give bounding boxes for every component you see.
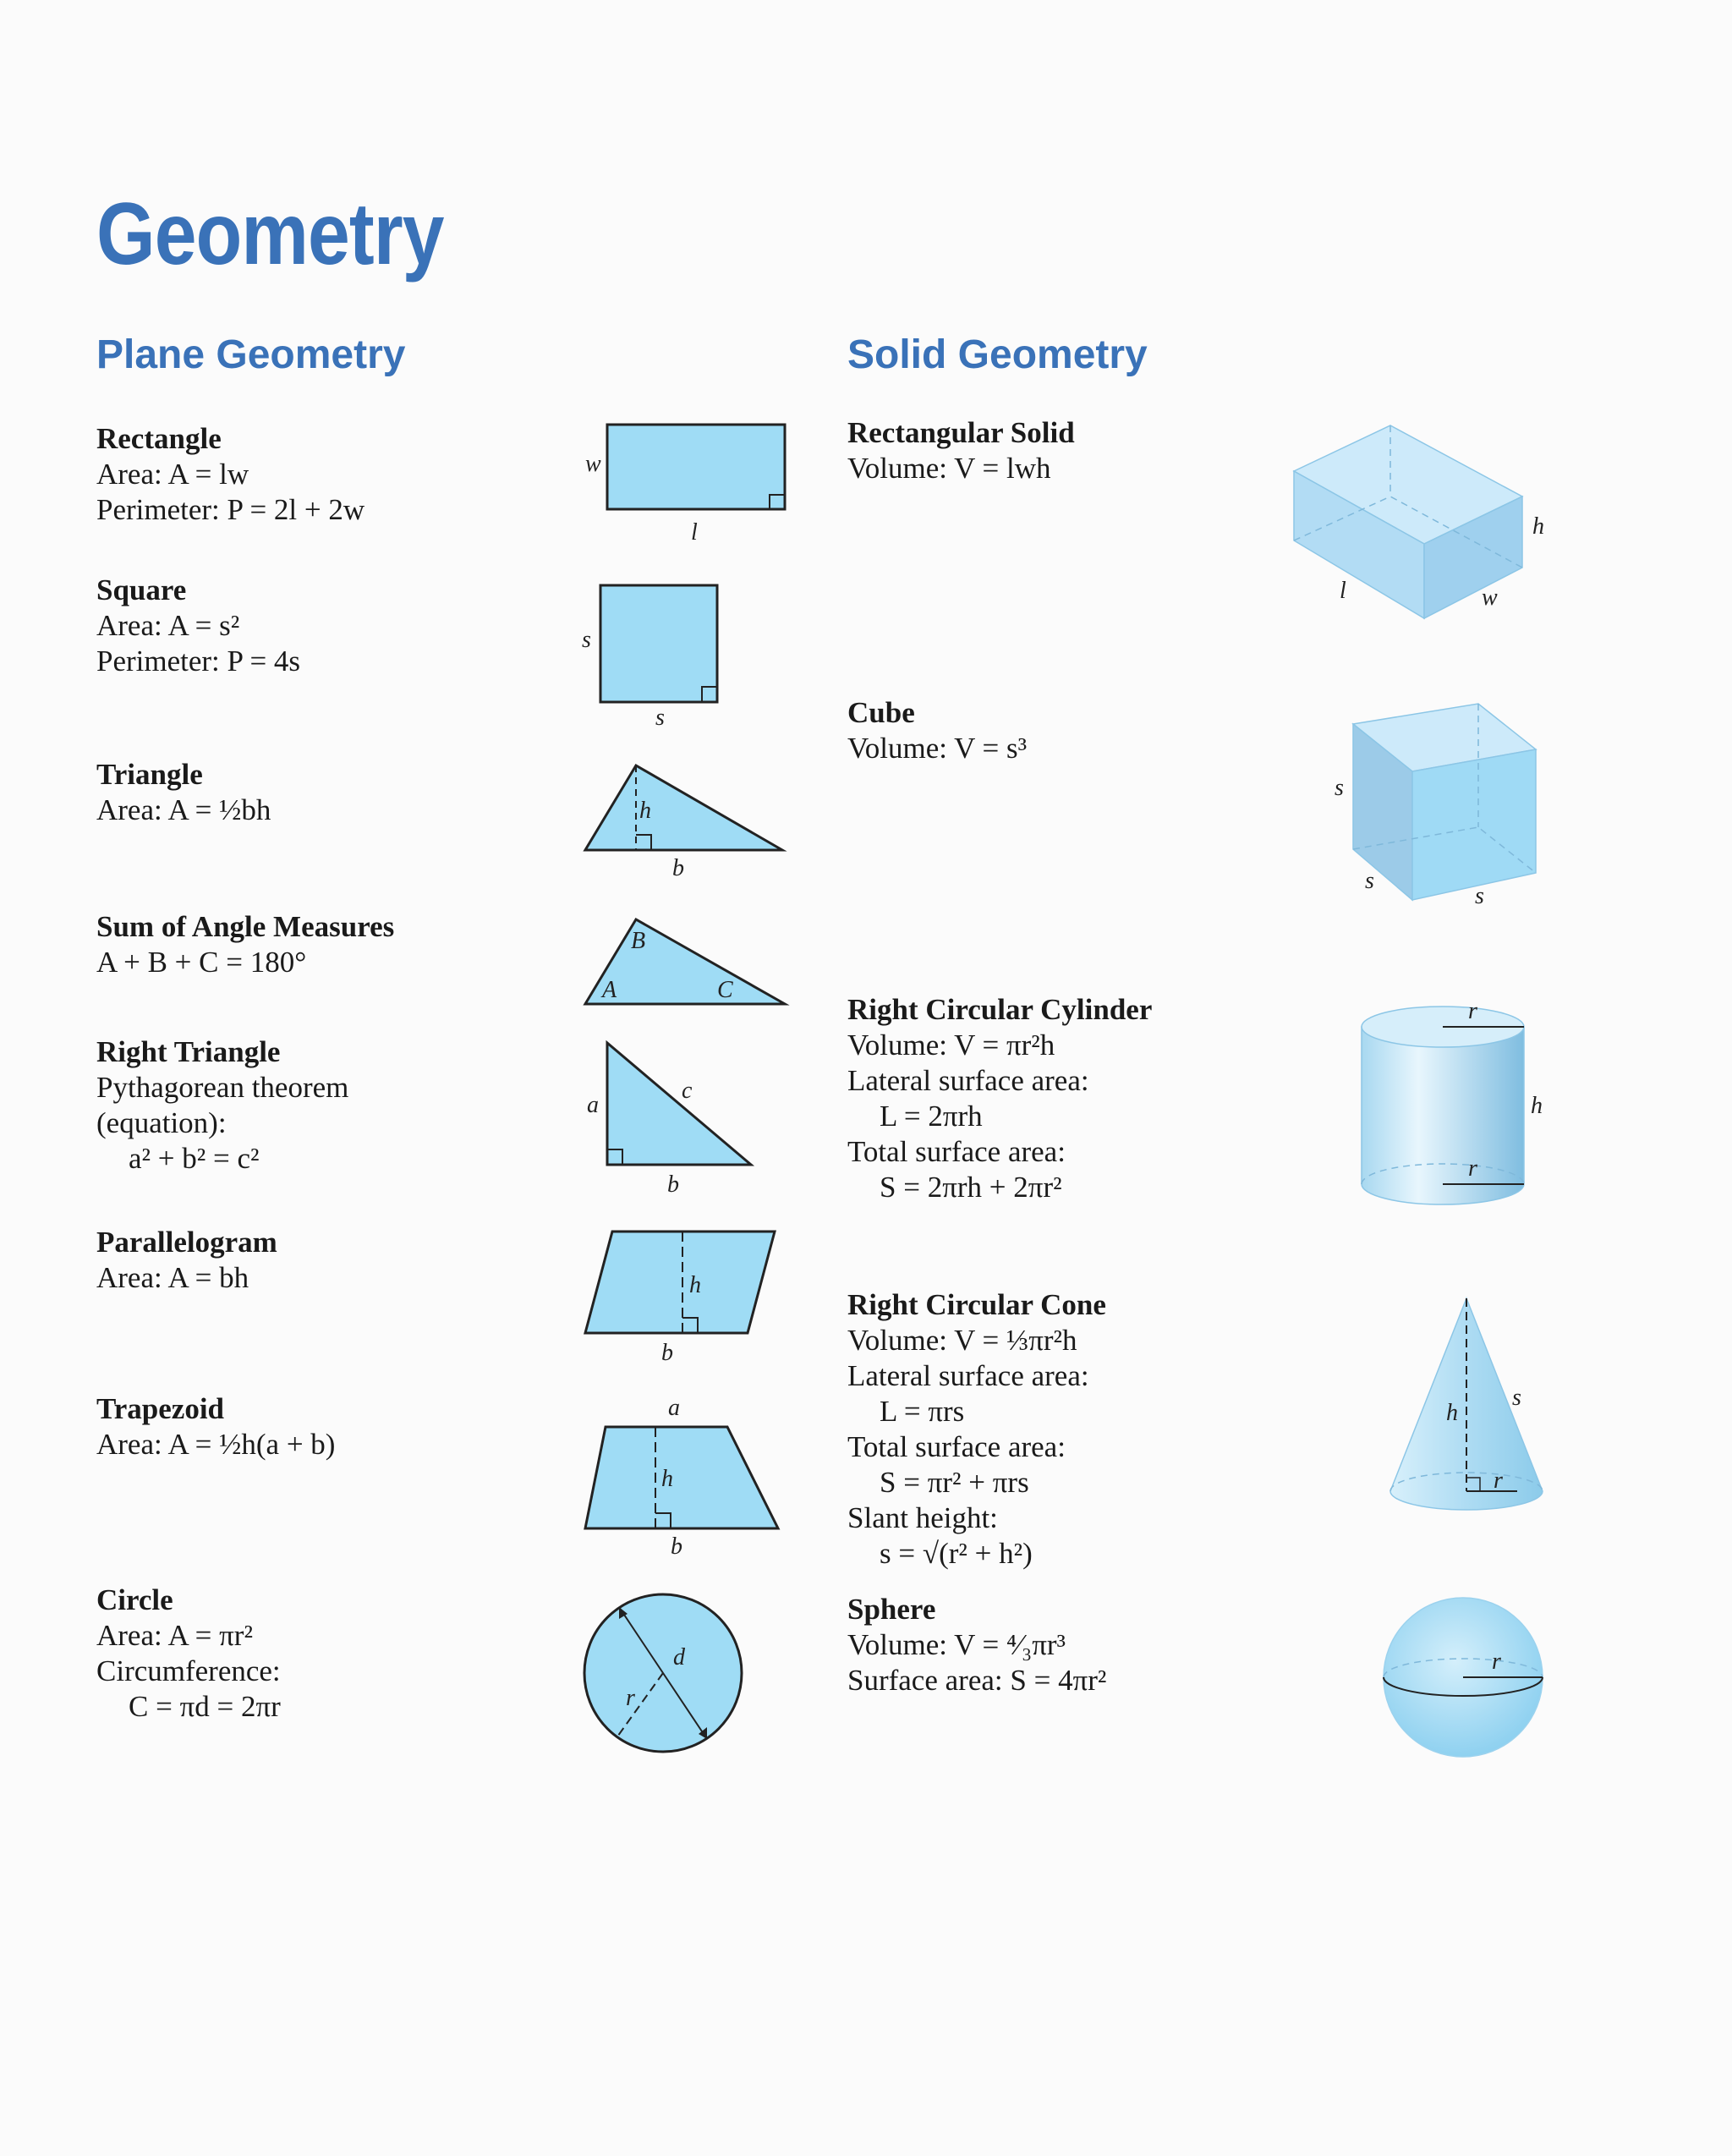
page-title: Geometry	[96, 185, 444, 283]
cube-label-s3: s	[1475, 883, 1484, 909]
plane-geometry-heading: Plane Geometry	[96, 332, 406, 377]
cube-heading: Cube	[847, 696, 915, 729]
rectangle-heading: Rectangle	[96, 422, 222, 455]
parallelogram-label-b: b	[661, 1340, 673, 1366]
trapezoid-formulas	[96, 1391, 335, 1462]
cone-label-h: h	[1446, 1400, 1458, 1426]
cone-lateral: L = πrs	[880, 1395, 965, 1428]
angle-sum-formulas	[96, 909, 394, 980]
parallelogram-area: Area: A = bh	[96, 1261, 249, 1294]
angle-sum-figure	[575, 909, 795, 1019]
rect-solid-figure	[1285, 419, 1590, 630]
square-shape	[600, 585, 717, 702]
rectangle-label-w: w	[585, 451, 601, 477]
cube-formulas	[847, 695, 1027, 766]
cone-slant: s = √(r² + h²)	[880, 1537, 1033, 1570]
triangle-label-h: h	[639, 798, 651, 824]
cone-label-r: r	[1494, 1468, 1503, 1494]
parallelogram-shape	[585, 1232, 775, 1333]
parallelogram-label-h: h	[689, 1272, 701, 1298]
cube-side-face	[1412, 749, 1536, 900]
solid-geometry-heading: Solid Geometry	[847, 332, 1148, 377]
cylinder-total: S = 2πrh + 2πr²	[880, 1171, 1062, 1204]
trapezoid-label-b: b	[671, 1533, 682, 1560]
cylinder-formulas	[847, 992, 1152, 1205]
circle-label-r: r	[626, 1685, 635, 1711]
cone-lateral-label: Lateral surface area:	[847, 1359, 1089, 1392]
cone-figure	[1378, 1290, 1548, 1518]
cone-heading: Right Circular Cone	[847, 1288, 1106, 1321]
sphere-formulas	[847, 1592, 1106, 1698]
circle-formulas	[96, 1583, 281, 1725]
parallelogram-formulas	[96, 1225, 277, 1296]
triangle-area: Area: A = ½bh	[96, 793, 271, 826]
right-triangle-theorem: Pythagorean theorem	[96, 1071, 349, 1104]
circle-figure	[575, 1590, 761, 1759]
circle-circumference-label: Circumference:	[96, 1654, 281, 1687]
rectangle-perimeter: Perimeter: P = 2l + 2w	[96, 493, 365, 526]
square-area: Area: A = s²	[96, 609, 240, 642]
angle-sum-equation: A + B + C = 180°	[96, 946, 307, 979]
cube-label-s2: s	[1365, 868, 1374, 894]
triangle-heading: Triangle	[96, 758, 203, 791]
right-triangle-formulas	[96, 1034, 348, 1177]
cone-slant-label: Slant height:	[847, 1501, 998, 1534]
rectangle-formulas	[96, 421, 364, 528]
square-perimeter: Perimeter: P = 4s	[96, 645, 301, 678]
square-figure	[575, 575, 744, 731]
square-label-base: s	[655, 705, 665, 731]
square-label-side: s	[582, 627, 591, 653]
right-triangle-equation-label: (equation):	[96, 1106, 227, 1139]
parallelogram-heading: Parallelogram	[96, 1226, 277, 1259]
cone-total: S = πr² + πrs	[880, 1466, 1029, 1499]
right-triangle-figure	[575, 1036, 770, 1197]
cone-volume: Volume: V = ⅓πr²h	[847, 1324, 1077, 1357]
cylinder-label-h: h	[1531, 1093, 1543, 1119]
sphere-label-r: r	[1492, 1649, 1501, 1675]
rect-solid-volume: Volume: V = lwh	[847, 452, 1051, 485]
triangle-shape	[585, 765, 782, 850]
trapezoid-shape	[585, 1427, 778, 1528]
cube-label-s1: s	[1335, 775, 1344, 801]
cone-total-label: Total surface area:	[847, 1430, 1066, 1463]
cylinder-heading: Right Circular Cylinder	[847, 993, 1153, 1026]
trapezoid-figure	[575, 1391, 795, 1561]
cylinder-label-r-bottom: r	[1468, 1155, 1477, 1182]
sphere-surface: Surface area: S = 4πr²	[847, 1664, 1107, 1697]
square-formulas	[96, 573, 300, 679]
circle-circumference: C = πd = 2πr	[129, 1690, 281, 1723]
cone-formulas	[847, 1287, 1106, 1572]
right-triangle-label-c: c	[682, 1078, 693, 1104]
rect-solid-formulas	[847, 415, 1075, 486]
circle-label-d: d	[673, 1644, 685, 1670]
circle-heading: Circle	[96, 1583, 173, 1616]
angle-label-C: C	[717, 977, 733, 1003]
triangle-label-b: b	[672, 855, 684, 881]
square-heading: Square	[96, 573, 187, 606]
right-triangle-shape	[607, 1043, 751, 1165]
rectangle-label-l: l	[691, 519, 698, 546]
angle-label-A: A	[602, 977, 617, 1003]
right-triangle-equation: a² + b² = c²	[129, 1142, 260, 1175]
sphere-heading: Sphere	[847, 1593, 936, 1626]
cylinder-body	[1362, 1027, 1524, 1204]
rect-solid-label-h: h	[1532, 513, 1544, 540]
rectangle-area: Area: A = lw	[96, 458, 249, 491]
cylinder-label-r-top: r	[1468, 998, 1477, 1024]
cone-label-s: s	[1512, 1385, 1521, 1411]
trapezoid-area: Area: A = ½h(a + b)	[96, 1428, 336, 1461]
angle-label-B: B	[631, 928, 646, 954]
cylinder-lateral: L = 2πrh	[880, 1100, 983, 1133]
cube-volume: Volume: V = s³	[847, 732, 1028, 765]
rect-solid-label-l: l	[1340, 578, 1346, 604]
trapezoid-label-h: h	[661, 1466, 673, 1492]
cylinder-total-label: Total surface area:	[847, 1135, 1066, 1168]
trapezoid-heading: Trapezoid	[96, 1392, 225, 1425]
triangle-formulas	[96, 757, 271, 828]
circle-area: Area: A = πr²	[96, 1619, 253, 1652]
cube-figure	[1319, 700, 1548, 912]
cylinder-volume: Volume: V = πr²h	[847, 1029, 1055, 1062]
triangle-figure	[575, 757, 795, 884]
parallelogram-figure	[575, 1225, 795, 1369]
sphere-figure	[1378, 1594, 1548, 1764]
rect-solid-heading: Rectangular Solid	[847, 416, 1075, 449]
cylinder-lateral-label: Lateral surface area:	[847, 1064, 1089, 1097]
cylinder-figure	[1345, 998, 1573, 1218]
angle-sum-heading: Sum of Angle Measures	[96, 910, 395, 943]
right-triangle-label-a: a	[587, 1092, 599, 1118]
right-triangle-heading: Right Triangle	[96, 1035, 281, 1068]
sphere-volume: Volume: V = ⁴⁄₃πr³	[847, 1628, 1066, 1661]
rectangle-figure	[575, 414, 795, 550]
rect-solid-label-w: w	[1482, 584, 1498, 611]
right-triangle-label-b: b	[667, 1171, 679, 1198]
rectangle-shape	[607, 425, 785, 509]
trapezoid-label-a: a	[668, 1395, 680, 1421]
